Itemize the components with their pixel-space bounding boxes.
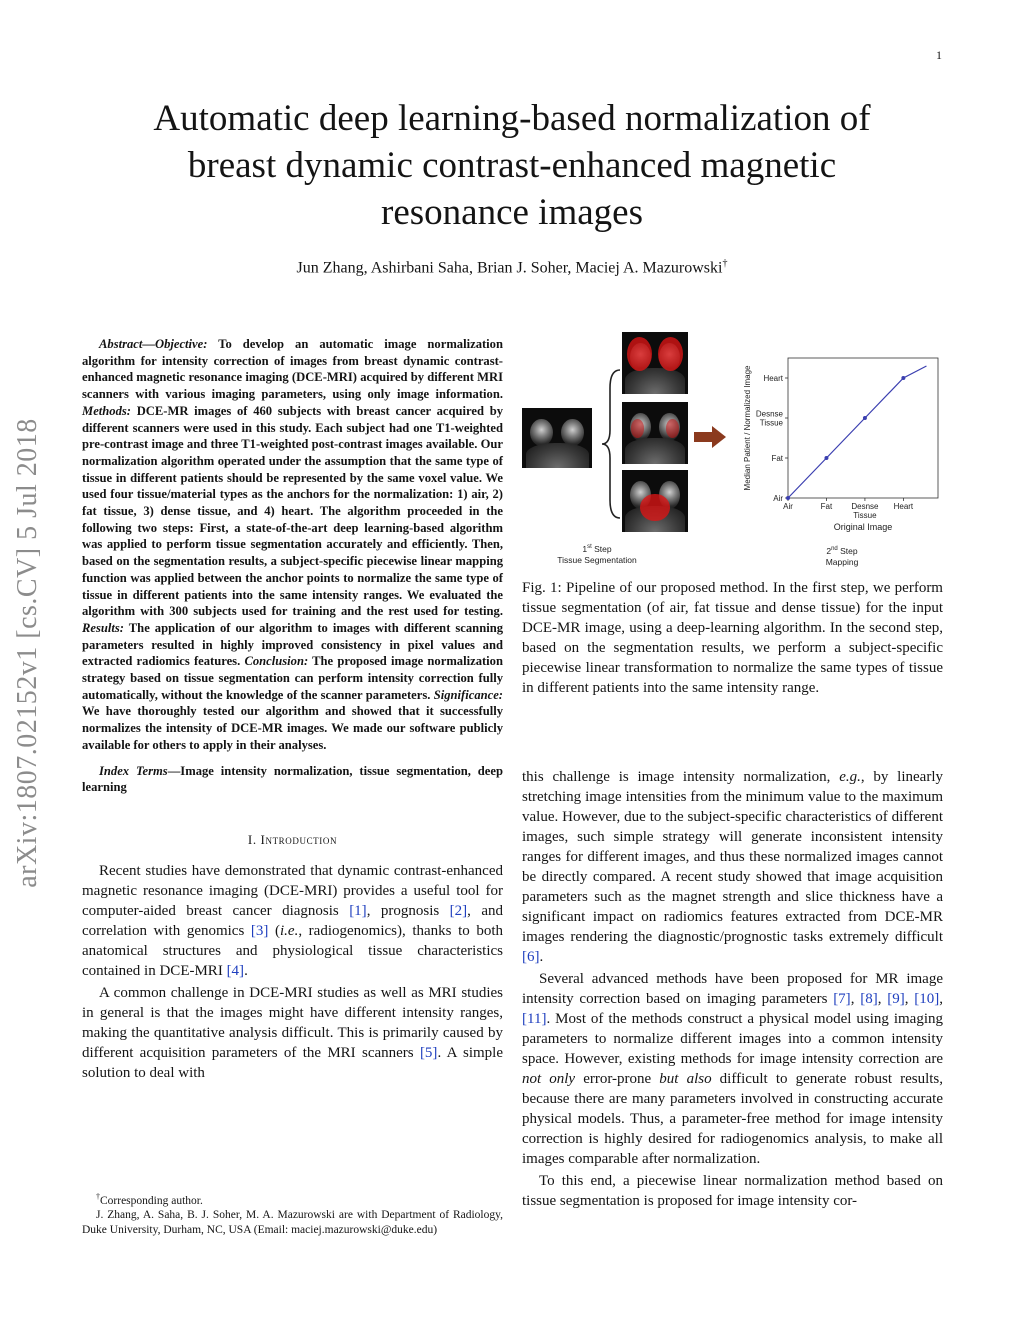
- objective-label: Objective:: [154, 337, 208, 351]
- author-list: [90, 258, 934, 277]
- text-run: difficult to generate robust results, because there are many parameters involved in constructing accurate physical models. Thus, a parameter-free method for image intensity correction is highly desired for radiogenomics analysis, to make all images comparable after normalization.: [522, 1071, 943, 1167]
- text-run: Recent studies have demonstrated that dynamic contrast-enhanced magnetic resonance imaging (DCE-MRI) provides a useful tool for computer-aided breast cancer diagnosis: [82, 862, 503, 919]
- arxiv-identifier: arXiv:1807.02152v1 [cs.CV] 5 Jul 2018: [12, 418, 43, 888]
- step-number: 1: [582, 543, 588, 554]
- right-paragraph-3: To this end, a piecewise linear normalization method based on tissue segmentation is proposed for image intensity cor-: [522, 1173, 943, 1209]
- y-tick-label: Fat: [771, 454, 783, 463]
- y-tick-label: Desnse Tissue: [755, 409, 783, 428]
- methods-text: DCE-MR images of 460 subjects with breast cancer acquired by different scanners were used in this study. Each subject had one T1-weighted pre-contrast image and three T1-weighted post-contrast images available. Our normalization algorithm operated under the assumption that the same type of tissue in different patients should be represented by the same voxel value. We used four tissue/material types as the anchors for the normalization: 1) air, 2) fat tissue, 3) dense tissue, and 4) heart. The algorithm proceeded in the following two steps: First, a state-of-the-art deep learning-based algorithm was applied to perform tissue segmentation accurately and efficiently. Then, based on the segmentation results, a subject-specific piecewise linear mapping function was applied between the anchor points to normalize the same type of tissue in different patients into the same intensity ranges. We evaluated the algorithm with 300 subjects used for training and the rest used for testing.: [82, 403, 503, 619]
- brace-icon: [600, 368, 622, 520]
- plot-frame: [788, 358, 938, 498]
- text-run-italic: not only: [522, 1071, 576, 1087]
- text-run: , by linearly stretching image intensities from the minimum value to the maximum value. However, due to the subject-specific characteristics of different images, such simple strategy will generate inconsistent intensity ranges for different images, and thus these normalized images cannot be directly compared. A recent study showed that image acquisition parameters such as the magnet strength and slice thickness have a significant impact on radiomics features extracted from DCE-MR images rendering the diagnostic/prognostic tasks extremely difficult: [522, 769, 943, 945]
- step2-label: [792, 544, 892, 568]
- x-tick-label: Desnse Tissue: [851, 502, 879, 520]
- x-tick-label: Air: [783, 502, 793, 511]
- section-heading-introduction: I. Introduction: [247, 831, 338, 847]
- text-run: .: [244, 962, 248, 979]
- text-run: ,: [877, 991, 888, 1007]
- figure-caption: [522, 578, 943, 698]
- step1-caption: Tissue Segmentation: [557, 554, 637, 565]
- left-column: [82, 336, 503, 1083]
- text-run: ,: [904, 991, 915, 1007]
- citation-link[interactable]: [3]: [250, 922, 269, 939]
- input-mri-image: [522, 408, 592, 468]
- text-run: Several advanced methods have been proposed for MR image intensity correction based on imaging parameters: [522, 971, 943, 1007]
- text-run-italic: e.g.: [839, 769, 861, 785]
- text-run: ,: [850, 991, 861, 1007]
- title-line: resonance images: [381, 192, 643, 233]
- results-text: The application of our algorithm to images with different scanning parameters resulted in highly improved consistency in pixel values and extracted radiomics features.: [82, 620, 503, 669]
- segmented-mri-air: [622, 332, 688, 394]
- text-run: , radiogenomics), thanks to both anatomical structures and physiological tissue characteristics contained in DCE-MRI: [82, 922, 503, 979]
- significance-text: We have thoroughly tested our algorithm and showed that it successfully normalizes the intensity of DCE-MR images. We made our software publicly available for others to apply in their analyses.: [82, 704, 503, 752]
- text-run: A common challenge in DCE-MRI studies as well as MRI studies in general is that the images might have different intensity ranges, making the quantitative analysis difficult. This is primarily caused by different acquisition parameters of the MRI scanners: [82, 984, 503, 1061]
- citation-link[interactable]: [5]: [419, 1044, 438, 1061]
- segmented-mri-fat: [622, 402, 688, 464]
- author-names: Jun Zhang, Ashirbani Saha, Brian J. Soher, Maciej A. Mazurowski: [296, 259, 723, 277]
- title-line: breast dynamic contrast-enhanced magnetic: [187, 145, 837, 186]
- step-word: Step: [837, 545, 858, 556]
- data-point: [863, 416, 867, 420]
- text-run: (: [268, 922, 280, 939]
- caption-text: Pipeline of our proposed method. In the first step, we perform tissue segmentation (of air, fat tissue and dense tissue) for the input DCE-MR image, using a deep-learning algorithm. In the second step, based on the segmentation results, we perform a subject-specific piecewise linear transformation to normalize the same types of tissue in different patients into the same intensity range.: [522, 580, 943, 696]
- footnote-mark: †: [96, 1192, 100, 1201]
- conclusion-text: The proposed image normalization strategy based on tissue segmentation can perform intensity correction fully automatically, without the knowledge of the scanner parameters.: [82, 654, 503, 702]
- index-terms-text: —Image intensity normalization, tissue segmentation, deep learning: [82, 763, 503, 795]
- right-paragraph-1: [522, 767, 943, 967]
- citation-link[interactable]: [6]: [522, 949, 540, 965]
- index-terms: [82, 763, 503, 796]
- data-point: [824, 456, 828, 460]
- citation-link[interactable]: [9]: [887, 991, 905, 1007]
- citation-link[interactable]: [1]: [349, 902, 367, 919]
- x-tick-label: Heart: [893, 502, 914, 511]
- y-tick-label: Air: [773, 494, 783, 503]
- y-tick-label: Heart: [763, 374, 783, 383]
- citation-link[interactable]: [10]: [914, 991, 940, 1007]
- text-run: . Most of the methods construct a physical model using imaging parameters to normalize different images into a common intensity space. However, existing methods for image intensity correction are: [522, 1011, 943, 1067]
- footnote: [82, 1190, 503, 1237]
- text-run-italic: but also: [659, 1071, 712, 1087]
- significance-label: Significance:: [433, 687, 503, 702]
- citation-link[interactable]: [8]: [860, 991, 878, 1007]
- arrow-right-icon: [694, 426, 726, 448]
- x-tick-label: Fat: [820, 502, 833, 511]
- right-paragraph-2: [522, 969, 943, 1169]
- citation-link[interactable]: [11]: [522, 1011, 547, 1027]
- step-ordinal: nd: [831, 546, 838, 552]
- data-series-line: [788, 366, 926, 498]
- step-ordinal: st: [587, 544, 592, 550]
- footnote-corresponding-text: Corresponding author.: [100, 1194, 203, 1207]
- objective-text: To develop an automatic image normalization algorithm for intensity correction of images from breast dynamic contrast-enhanced magnetic resonance imaging (DCE-MRI) acquired by different MRI scanners with various imaging parameters, using only image information.: [82, 337, 503, 402]
- abstract: [82, 336, 503, 754]
- index-terms-label: Index Terms: [99, 763, 168, 778]
- text-run: ,: [939, 991, 944, 1007]
- text-run: , prognosis: [366, 902, 450, 919]
- text-run: . A simple solution to deal with: [82, 1044, 503, 1081]
- results-label: Results:: [82, 620, 124, 635]
- intro-paragraph-1: [82, 861, 503, 981]
- x-axis-label: Original Image: [833, 522, 893, 532]
- step-number: 2: [826, 545, 832, 556]
- citation-link[interactable]: [4]: [226, 962, 245, 979]
- step1-label: [542, 542, 652, 566]
- footnote-affiliation: J. Zhang, A. Saha, B. J. Soher, M. A. Mazurowski are with Department of Radiology, Duke University, Durham, NC, USA (Email: maciej.mazurowski@duke.edu): [82, 1209, 503, 1236]
- segmented-mri-dense: [622, 470, 688, 532]
- intro-paragraph-2: [82, 983, 503, 1083]
- text-run: , and correlation with genomics: [82, 902, 503, 939]
- mapping-chart: [738, 346, 943, 546]
- right-column-body: [522, 767, 943, 1211]
- data-point: [786, 496, 790, 500]
- title-line: Automatic deep learning-based normalization of: [153, 98, 871, 139]
- text-run: this challenge is image intensity normalization,: [522, 769, 840, 785]
- citation-link[interactable]: [7]: [833, 991, 851, 1007]
- paper-title: [90, 95, 934, 236]
- introduction-body: [82, 861, 503, 1083]
- caption-label: Fig. 1:: [522, 580, 562, 596]
- y-axis-label: Median Patient / Normalized Image: [743, 365, 752, 491]
- figure-1: [522, 330, 943, 570]
- text-run: error-prone: [575, 1071, 660, 1087]
- methods-label: Methods:: [82, 403, 131, 418]
- page-number: 1: [936, 48, 942, 62]
- step2-caption: Mapping: [825, 556, 859, 567]
- abstract-lead: Abstract—: [99, 337, 155, 351]
- text-run-italic: i.e.: [280, 922, 299, 939]
- conclusion-label: Conclusion:: [244, 654, 309, 669]
- citation-link[interactable]: [2]: [449, 902, 468, 919]
- corresponding-author-mark: †: [722, 258, 728, 269]
- text-run: .: [539, 949, 544, 965]
- step-word: Step: [591, 543, 612, 554]
- data-point: [901, 376, 905, 380]
- mapping-chart-svg: [738, 346, 943, 546]
- footnote-corresponding: [82, 1190, 503, 1208]
